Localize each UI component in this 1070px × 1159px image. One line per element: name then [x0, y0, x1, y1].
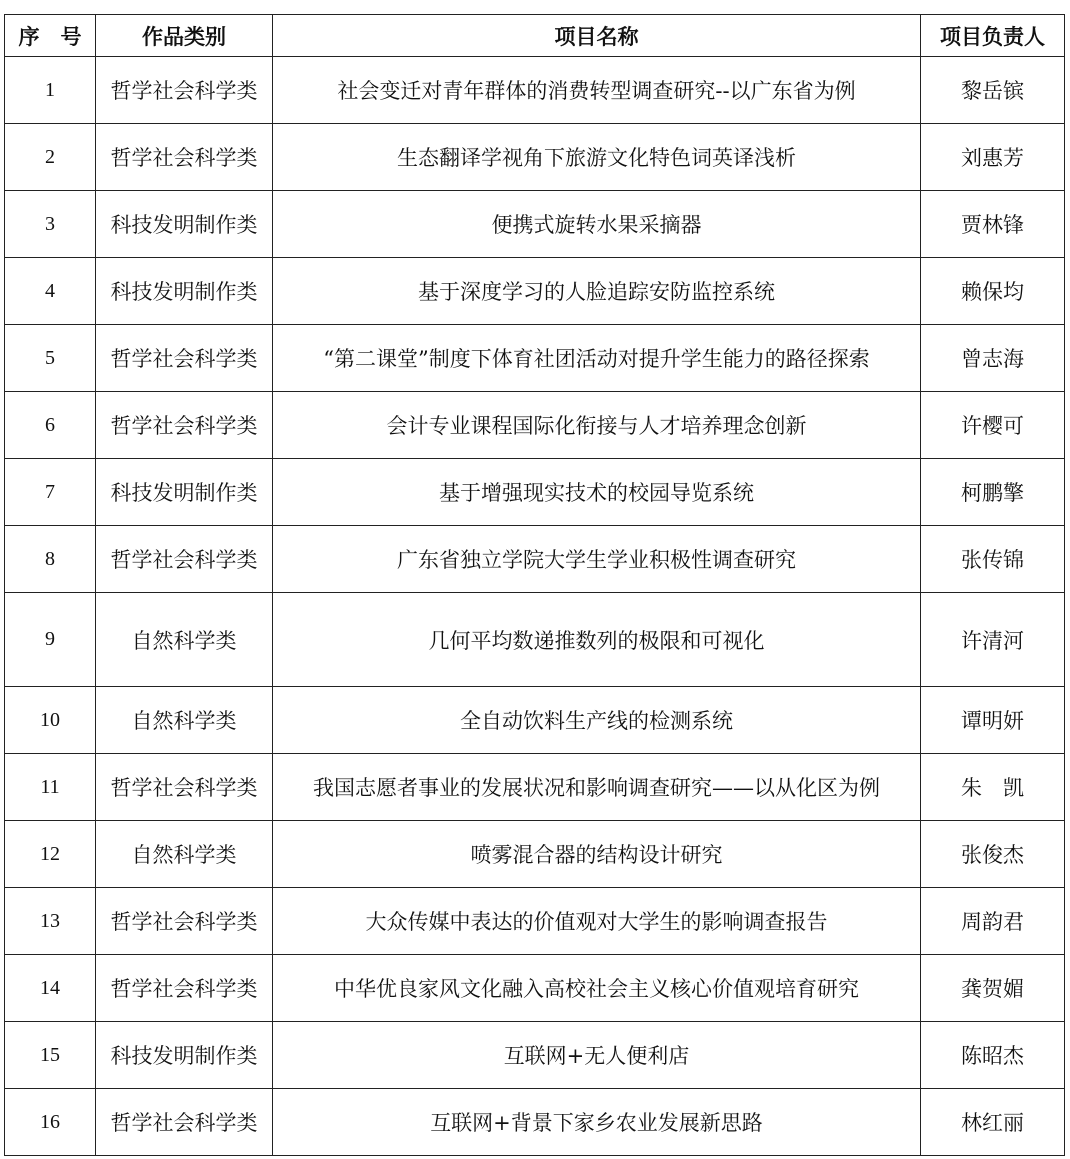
row-category: 哲学社会科学类 [96, 526, 273, 593]
row-leader: 龚贺媚 [921, 955, 1065, 1022]
header-category: 作品类别 [96, 15, 273, 57]
row-project-name: 喷雾混合器的结构设计研究 [273, 821, 921, 888]
row-leader: 朱 凯 [921, 754, 1065, 821]
table-row [5, 124, 1065, 191]
table-row [5, 1022, 1065, 1089]
row-category: 科技发明制作类 [96, 1022, 273, 1089]
row-number: 13 [5, 888, 96, 955]
table-header-row [5, 15, 1065, 57]
row-category: 哲学社会科学类 [96, 124, 273, 191]
row-leader: 黎岳镔 [921, 57, 1065, 124]
row-leader: 许清河 [921, 593, 1065, 687]
row-leader: 赖保均 [921, 258, 1065, 325]
row-leader: 张传锦 [921, 526, 1065, 593]
row-number: 11 [5, 754, 96, 821]
row-number: 2 [5, 124, 96, 191]
row-category: 自然科学类 [96, 821, 273, 888]
row-number: 1 [5, 57, 96, 124]
row-leader: 陈昭杰 [921, 1022, 1065, 1089]
row-project-name: 基于增强现实技术的校园导览系统 [273, 459, 921, 526]
table-row [5, 258, 1065, 325]
table-row [5, 526, 1065, 593]
row-category: 哲学社会科学类 [96, 392, 273, 459]
table-row [5, 191, 1065, 258]
row-project-name: 几何平均数递推数列的极限和可视化 [273, 593, 921, 687]
table-row [5, 593, 1065, 687]
row-leader: 周韵君 [921, 888, 1065, 955]
row-leader: 贾林锋 [921, 191, 1065, 258]
row-number: 6 [5, 392, 96, 459]
row-number: 4 [5, 258, 96, 325]
table-row [5, 821, 1065, 888]
row-category: 自然科学类 [96, 687, 273, 754]
row-project-name: 社会变迁对青年群体的消费转型调查研究--以广东省为例 [273, 57, 921, 124]
row-number: 5 [5, 325, 96, 392]
row-category: 哲学社会科学类 [96, 325, 273, 392]
row-project-name: 会计专业课程国际化衔接与人才培养理念创新 [273, 392, 921, 459]
row-category: 哲学社会科学类 [96, 955, 273, 1022]
table-row [5, 57, 1065, 124]
row-project-name: 生态翻译学视角下旅游文化特色词英译浅析 [273, 124, 921, 191]
row-number: 15 [5, 1022, 96, 1089]
row-number: 12 [5, 821, 96, 888]
row-number: 8 [5, 526, 96, 593]
row-category: 科技发明制作类 [96, 191, 273, 258]
row-number: 9 [5, 593, 96, 687]
row-number: 7 [5, 459, 96, 526]
table-row [5, 325, 1065, 392]
table-row [5, 1089, 1065, 1156]
row-project-name: 便携式旋转水果采摘器 [273, 191, 921, 258]
row-project-name: 全自动饮料生产线的检测系统 [273, 687, 921, 754]
row-leader: 林红丽 [921, 1089, 1065, 1156]
row-leader: 刘惠芳 [921, 124, 1065, 191]
row-project-name: “第二课堂”制度下体育社团活动对提升学生能力的路径探索 [273, 325, 921, 392]
row-leader: 谭明妍 [921, 687, 1065, 754]
row-leader: 曾志海 [921, 325, 1065, 392]
row-project-name: 基于深度学习的人脸追踪安防监控系统 [273, 258, 921, 325]
row-category: 哲学社会科学类 [96, 57, 273, 124]
table-row [5, 955, 1065, 1022]
header-leader: 项目负责人 [921, 15, 1065, 57]
row-leader: 许樱可 [921, 392, 1065, 459]
row-project-name: 我国志愿者事业的发展状况和影响调查研究——以从化区为例 [273, 754, 921, 821]
row-number: 16 [5, 1089, 96, 1156]
project-table-container [4, 14, 1065, 1156]
row-number: 14 [5, 955, 96, 1022]
table-row [5, 459, 1065, 526]
header-project-name: 项目名称 [273, 15, 921, 57]
row-category: 自然科学类 [96, 593, 273, 687]
project-table [4, 14, 1065, 1156]
table-row [5, 754, 1065, 821]
row-category: 科技发明制作类 [96, 459, 273, 526]
header-number: 序 号 [5, 15, 96, 57]
row-category: 哲学社会科学类 [96, 754, 273, 821]
table-row [5, 687, 1065, 754]
row-project-name: 中华优良家风文化融入高校社会主义核心价值观培育研究 [273, 955, 921, 1022]
row-project-name: 互联网+背景下家乡农业发展新思路 [273, 1089, 921, 1156]
row-project-name: 大众传媒中表达的价值观对大学生的影响调查报告 [273, 888, 921, 955]
row-leader: 柯鹏擎 [921, 459, 1065, 526]
table-row [5, 392, 1065, 459]
row-project-name: 互联网+无人便利店 [273, 1022, 921, 1089]
row-category: 科技发明制作类 [96, 258, 273, 325]
table-row [5, 888, 1065, 955]
row-number: 3 [5, 191, 96, 258]
row-project-name: 广东省独立学院大学生学业积极性调查研究 [273, 526, 921, 593]
row-category: 哲学社会科学类 [96, 1089, 273, 1156]
row-category: 哲学社会科学类 [96, 888, 273, 955]
row-leader: 张俊杰 [921, 821, 1065, 888]
row-number: 10 [5, 687, 96, 754]
